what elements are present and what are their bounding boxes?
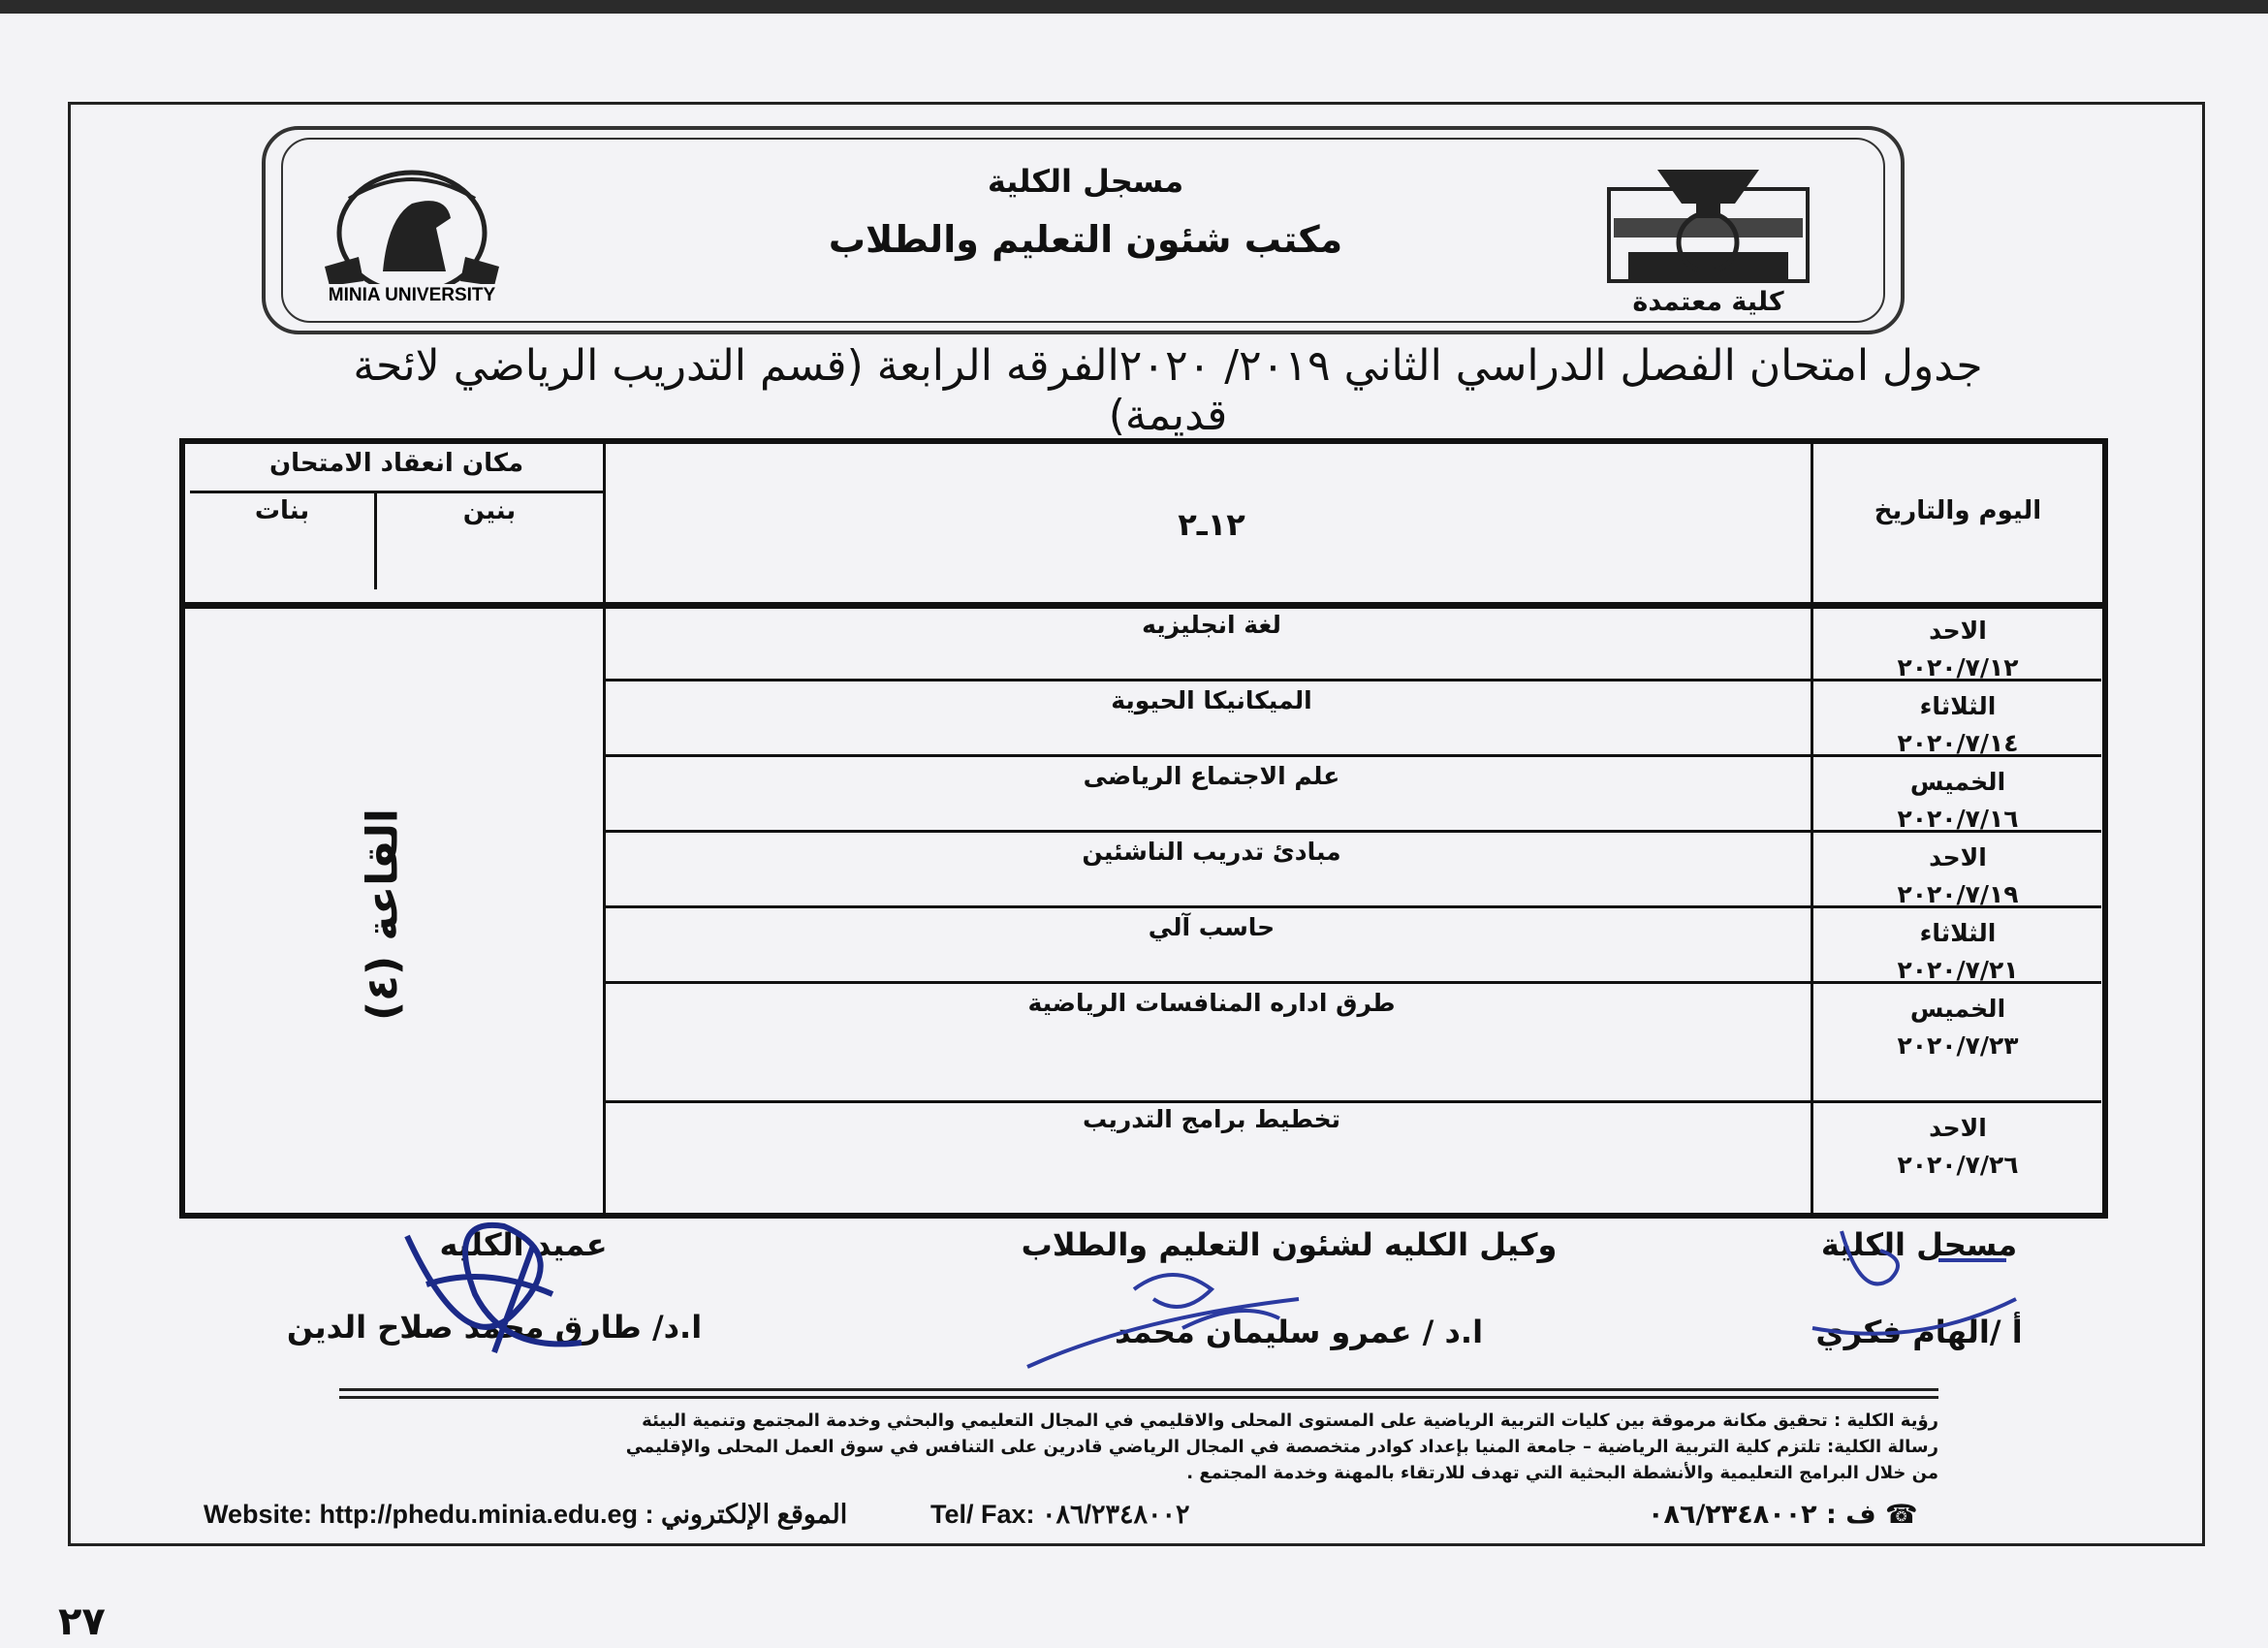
time-slot-header: ١٢ـ٢	[1178, 506, 1245, 543]
website-link[interactable]: Website: http://phedu.minia.edu.eg : الموقع الإلكتروني	[204, 1500, 848, 1529]
table-row-day	[1822, 688, 2094, 762]
row-subject: علم الاجتماع الرياضى	[1083, 762, 1340, 790]
dean-signature-scribble	[388, 1207, 601, 1372]
registrar-signature-title: مسجل الكلية	[1820, 1226, 2018, 1263]
row-date: ٢٠٢٠/٧/٢٣	[1897, 1031, 2019, 1060]
document-title: جدول امتحان الفصل الدراسي الثاني ٢٠١٩/ ٢٠٢٠الفرقه الرابعة (قسم التدريب الرياضي لائحة قديمة)	[353, 341, 1983, 440]
table-row-day	[1822, 1110, 2094, 1184]
office-heading: مكتب شئون التعليم والطلاب	[828, 218, 1343, 261]
phone-text: ف : ٠٨٦/٢٣٤٨٠٠٢	[1648, 1500, 1876, 1530]
tel-fax: Tel/ Fax: ٠٨٦/٢٣٤٨٠٠٢	[930, 1500, 1190, 1529]
row-day: الاحد	[1929, 617, 1987, 645]
row-day: الاحد	[1929, 1114, 1987, 1142]
table-row-day	[1822, 613, 2094, 686]
hall-label: القاعة (٤)	[358, 808, 408, 1021]
row-subject: طرق اداره المنافسات الرياضية	[1027, 989, 1396, 1017]
place-subheader-line	[190, 491, 603, 493]
vision-statement: رؤية الكلية : تحقيق مكانة مرموقة بين كليات التربية الرياضية على المستوى المحلى والاقليمي في المجال التعليمي والبحثي وخدمة المجتمع وتنمية البيئة	[642, 1410, 1938, 1431]
col-divider-day	[1811, 444, 1813, 1213]
accredited-caption: كلية معتمدة	[1632, 287, 1784, 317]
row-date: ٢٠٢٠/٧/١٤	[1897, 729, 2019, 757]
phone-number	[1648, 1500, 1918, 1530]
boys-header: بنين	[462, 496, 517, 525]
row-day: الثلاثاء	[1919, 919, 1997, 947]
row-separator	[606, 1100, 2101, 1103]
vice-dean-signature-scribble	[1018, 1260, 1308, 1377]
row-date: ٢٠٢٠/٧/١٢	[1897, 653, 2019, 681]
page-number: ٢٧	[58, 1600, 106, 1644]
footer-rule	[339, 1388, 1938, 1391]
footer-rule	[339, 1396, 1938, 1399]
dean-signature-name: ا.د/ طارق محمد صلاح الدين	[286, 1309, 703, 1346]
phone-icon: ☎	[1885, 1500, 1918, 1530]
row-day: الخميس	[1909, 768, 2006, 796]
row-date: ٢٠٢٠/٧/٢١	[1897, 956, 2019, 984]
vice-dean-signature-name: ا.د / عمرو سليمان محمد	[1114, 1314, 1484, 1350]
row-subject: لغة انجليزيه	[1142, 611, 1281, 639]
row-date: ٢٠٢٠/٧/١٦	[1897, 805, 2019, 833]
row-date: ٢٠٢٠/٧/١٩	[1897, 880, 2019, 908]
table-row-day	[1822, 764, 2094, 838]
row-subject: تخطيط برامج التدريب	[1083, 1105, 1340, 1133]
day-date-header: اليوم والتاريخ	[1874, 496, 2042, 525]
row-subject: حاسب آلي	[1148, 913, 1276, 941]
registrar-heading: مسجل الكلية	[987, 163, 1184, 200]
mission-statement-1: رسالة الكلية: تلتزم كلية التربية الرياضية – جامعة المنيا بإعداد كوادر متخصصة في المجال الرياضي قادرين على التنافس في سوق العمل المحلى والإقليمي	[625, 1437, 1938, 1457]
row-day: الخميس	[1909, 995, 2006, 1023]
row-subject: مبادئ تدريب الناشئين	[1082, 838, 1341, 866]
table-row-day	[1822, 915, 2094, 989]
row-day: الاحد	[1929, 843, 1987, 872]
exam-place-header: مكان انعقاد الامتحان	[268, 449, 524, 478]
mission-statement-2: من خلال البرامج التعليمية والأنشطة البحثية التي تهدف للارتقاء بالمهنة وخدمة المجتمع .	[1186, 1463, 1938, 1483]
dean-signature-title: عميد الكليه	[439, 1226, 608, 1263]
vice-dean-signature-title: وكيل الكليه لشئون التعليم والطلاب	[1021, 1226, 1558, 1263]
girls-header: بنات	[254, 496, 310, 525]
row-subject: الميكانيكا الحيوية	[1111, 686, 1312, 714]
registrar-signature-scribble	[1803, 1221, 2026, 1367]
table-row-day	[1822, 991, 2094, 1064]
col-divider-place	[603, 444, 606, 1213]
boys-girls-divider	[374, 491, 377, 589]
hall-cell	[325, 808, 441, 1021]
table-row-day	[1822, 840, 2094, 913]
table-header-divider	[182, 602, 2105, 609]
row-day: الثلاثاء	[1919, 692, 1997, 720]
minia-university-logo	[291, 160, 533, 305]
minia-logo-text: MINIA UNIVERSITY	[328, 285, 496, 305]
registrar-signature-name: أ /الهام فكري	[1815, 1314, 2023, 1350]
row-date: ٢٠٢٠/٧/٢٦	[1897, 1151, 2019, 1179]
